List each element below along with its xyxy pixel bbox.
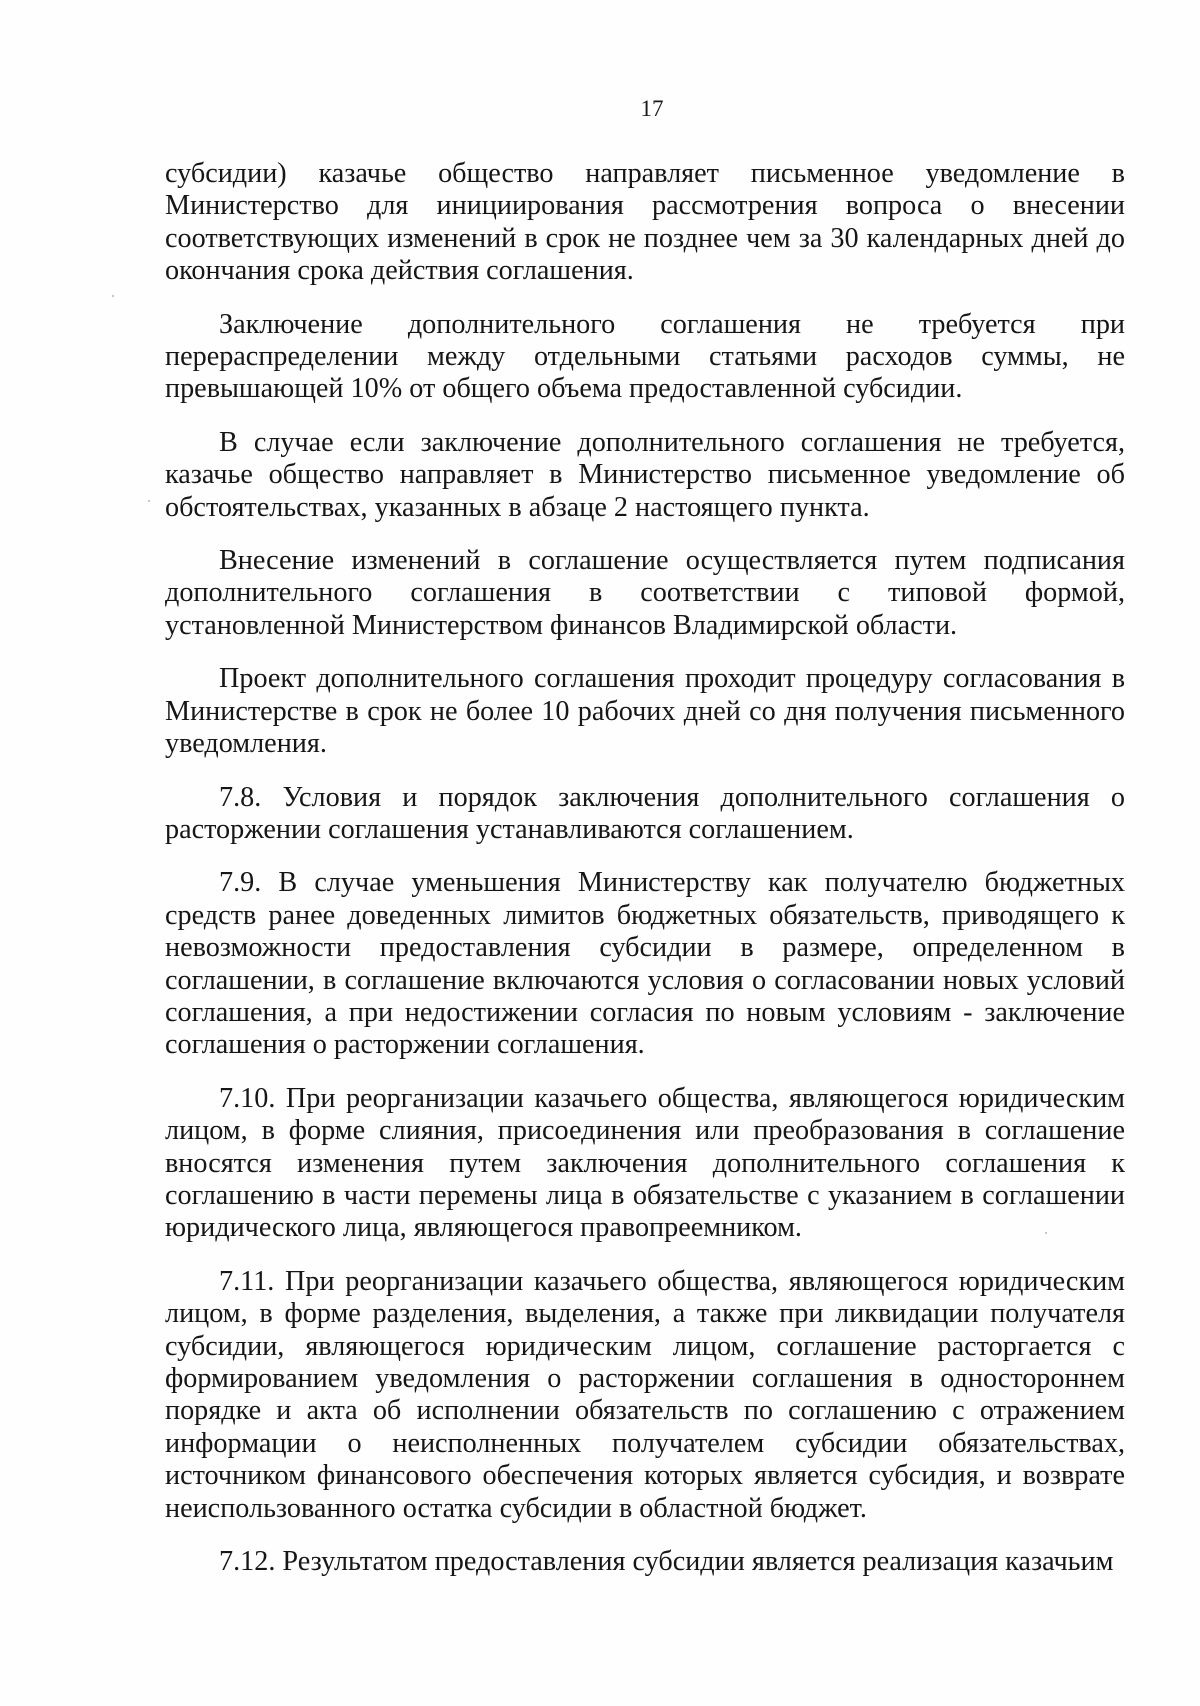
scan-speck: [1045, 1232, 1047, 1234]
document-body: [165, 158, 1125, 1599]
paragraph-7-11: 7.11. При реорганизации казачьего общества, являющегося юридическим лицом, в форме разделения, выделения, а также при ликвидации получателя субсидии, являющегося юридическим лицом, соглашение расторгается с формированием уведомления о расторжении соглашения в одностороннем порядке и акта об исполнении обязательств по соглашению с отражением информации о неисполненных получателем субсидии обязательствах, источником финансового обеспечения которых является субсидия, и возврате неиспользованного остатка субсидии в областной бюджет.: [165, 1265, 1125, 1524]
paragraph-amendments: Внесение изменений в соглашение осуществляется путем подписания дополнительного соглашения в соответствии с типовой формой, установленной Министерством финансов Владимирской области.: [165, 545, 1125, 641]
paragraph-continuation: субсидии) казачье общество направляет письменное уведомление в Министерство для инициирования рассмотрения вопроса о внесении соответствующих изменений в срок не позднее чем за 30 календарных дней до окончания срока действия соглашения.: [165, 158, 1125, 287]
scan-speck: [148, 500, 150, 502]
scan-speck: [112, 295, 114, 297]
paragraph-7-12: 7.12. Результатом предоставления субсидии является реализация казачьим: [219, 1546, 1114, 1578]
paragraph-no-additional-agreement: Заключение дополнительного соглашения не требуется при перераспределении между отдельными статьями расходов суммы, не превышающей 10% от общего объема предоставленной субсидии.: [165, 308, 1125, 405]
paragraph-7-8: 7.8. Условия и порядок заключения дополнительного соглашения о расторжении соглашения устанавливаются соглашением.: [165, 781, 1125, 845]
paragraph-7-10: 7.10. При реорганизации казачьего общества, являющегося юридическим лицом, в форме слияния, присоединения или преобразования в соглашение вносятся изменения путем заключения дополнительного соглашения к соглашению в части перемены лица в обязательстве с указанием в соглашении юридического лица, являющегося правопреемником.: [165, 1082, 1125, 1244]
paragraph-written-notice: В случае если заключение дополнительного соглашения не требуется, казачье общество направляет в Министерство письменное уведомление об обстоятельствах, указанных в абзаце 2 настоящего пункта.: [165, 426, 1125, 523]
paragraph-draft-approval: Проект дополнительного соглашения проходит процедуру согласования в Министерстве в срок не более 10 рабочих дней со дня получения письменного уведомления.: [165, 663, 1125, 760]
paragraph-7-9: 7.9. В случае уменьшения Министерству как получателю бюджетных средств ранее доведенных лимитов бюджетных обязательств, приводящего к невозможности предоставления субсидии в размере, определенном в соглашении, в соглашение включаются условия о согласовании новых условий соглашения, а при недостижении согласия по новым условиям - заключение соглашения о расторжении соглашения.: [165, 867, 1125, 1061]
page-number: 17: [640, 96, 664, 121]
